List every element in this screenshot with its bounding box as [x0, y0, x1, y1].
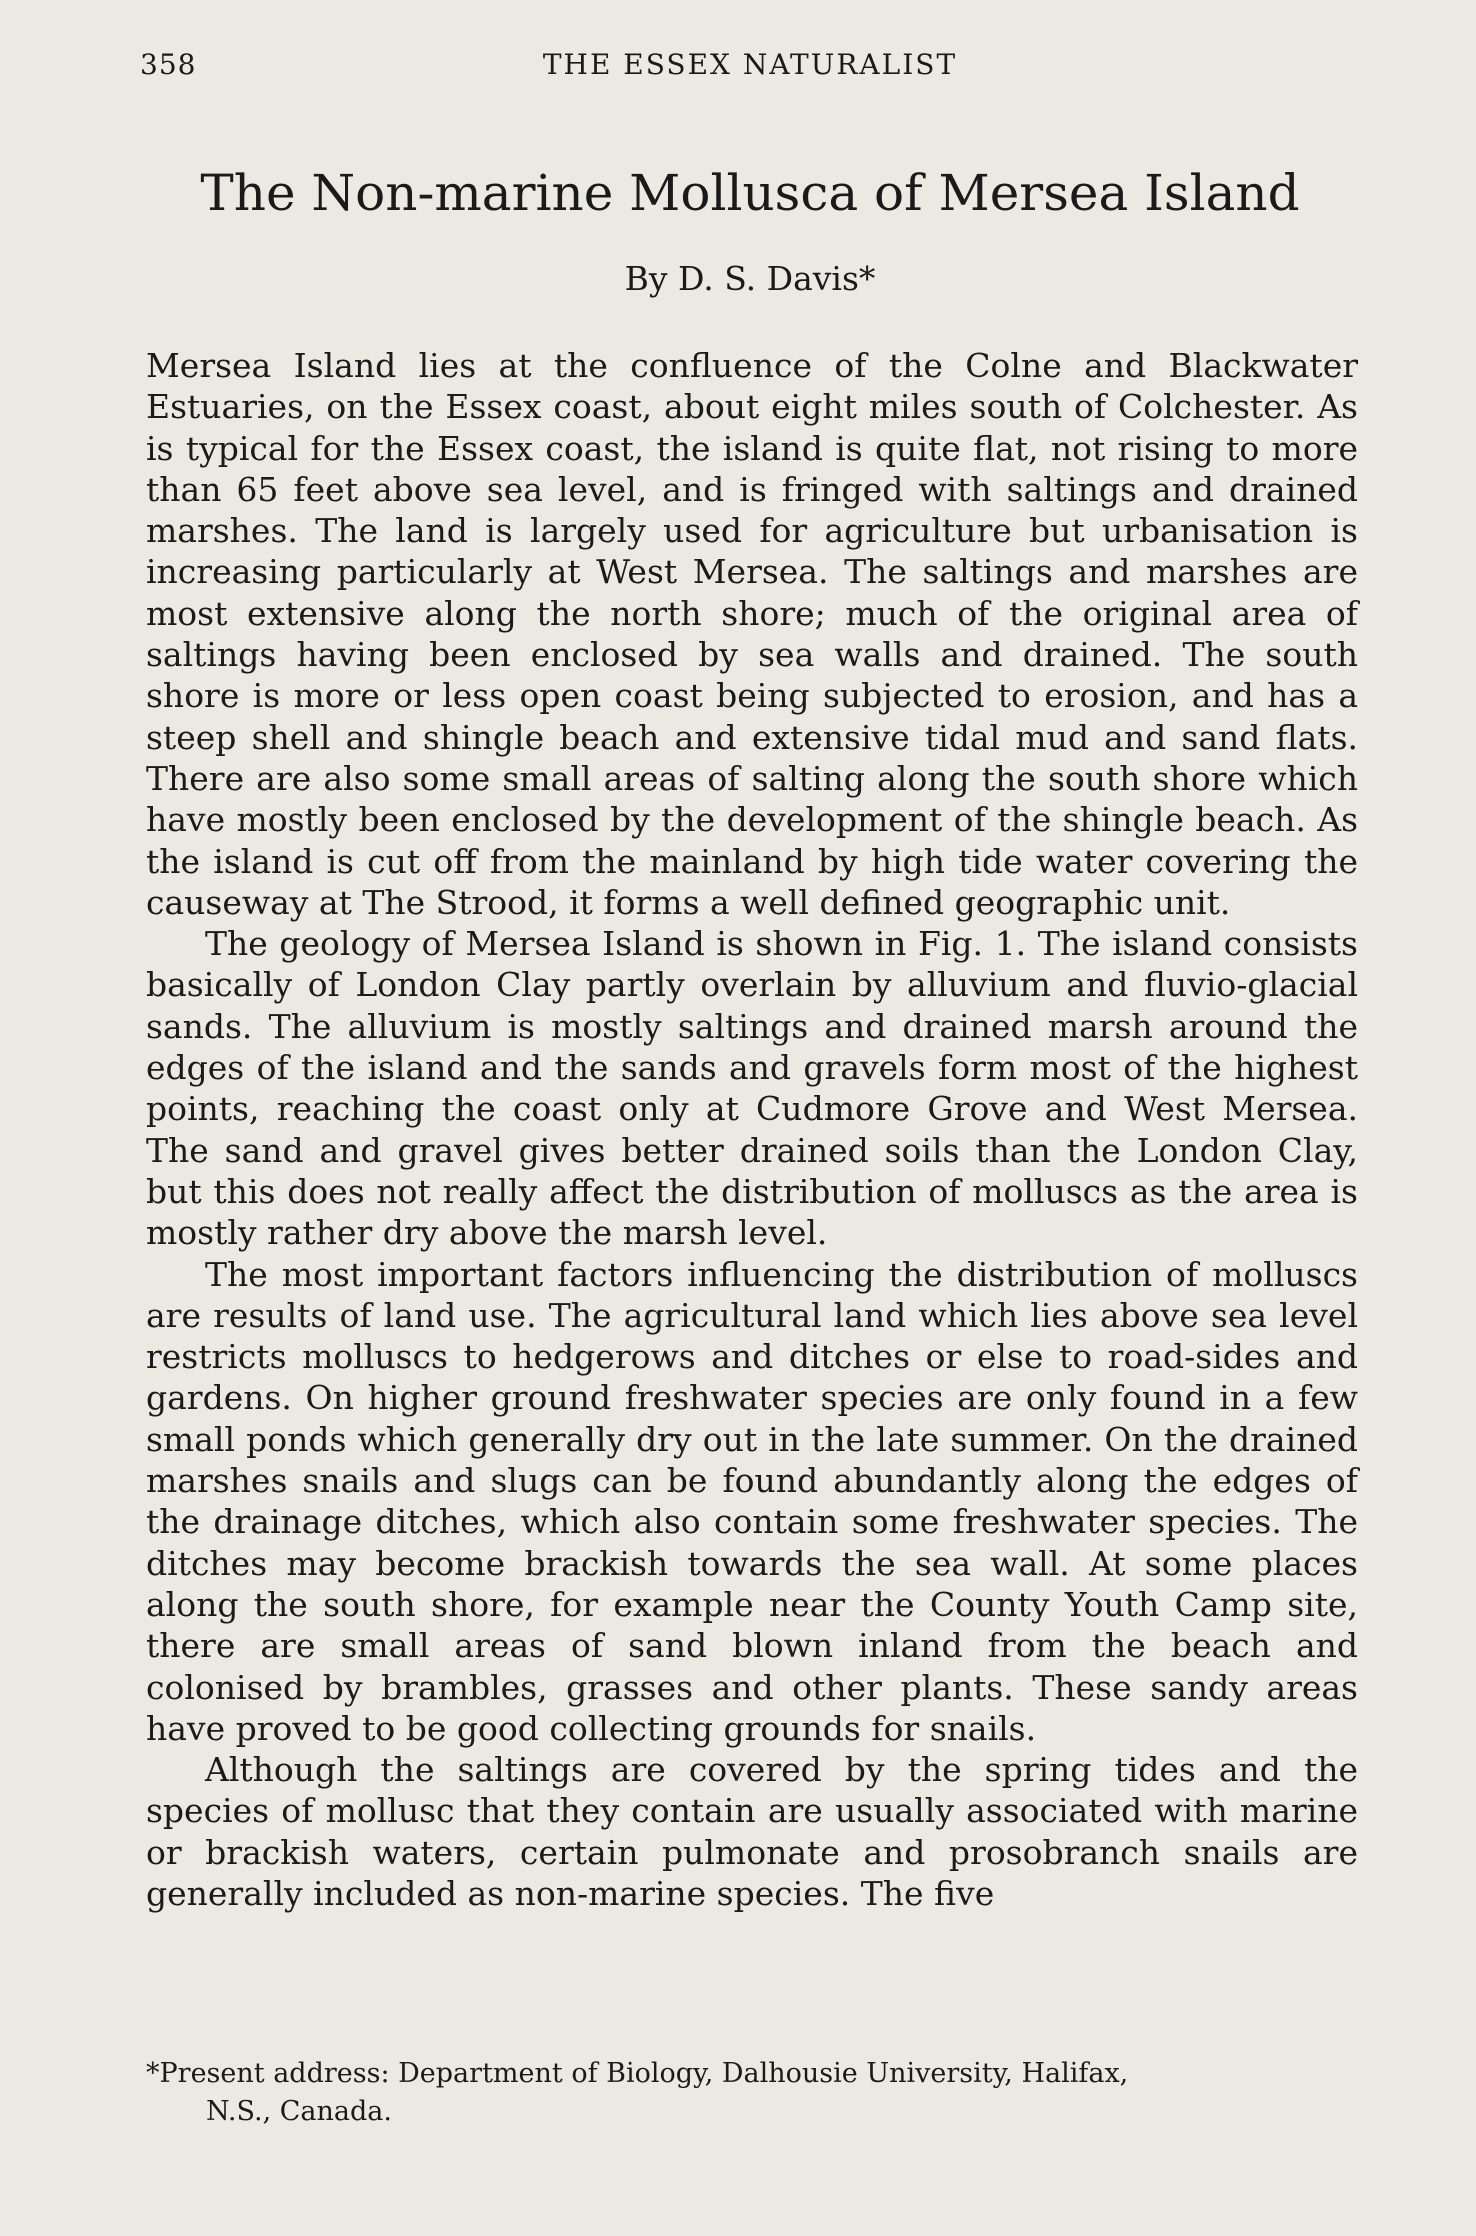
paragraph-introduction: Mersea Island lies at the confluence of the Colne and Blackwater Estuaries, on the Essex coast, about eight miles south of Colchester. As is typical for the Essex coast, the island is quite flat, not rising to more than 65 feet above sea level, and is fringed with saltings and drained marshes. The land is largely used for agriculture but urbanisation is increasing particularly at West Mersea. The saltings and marshes are most extensive along the north shore; much of the original area of saltings having been enclosed by sea walls and drained. The south shore is more or less open coast being subjected to erosion, and has a steep shell and shingle beach and extensive tidal mud and sand flats. There are also some small areas of salting along the south shore which have mostly been enclosed by the development of the shingle beach. As the island is cut off from the mainland by high tide water covering the causeway at The Strood, it forms a well defined geographic unit.	[146, 346, 1358, 922]
article-body	[146, 345, 1358, 1914]
footnote-line-1: *Present address: Department of Biology, Dalhousie University, Halifax,	[146, 2058, 1129, 2089]
author-byline: By D. S. Davis*	[624, 259, 876, 298]
journal-title: THE ESSEX NATURALIST	[542, 48, 958, 81]
footnote-line-2: N.S., Canada.	[206, 2096, 392, 2127]
paragraph-saltings: Although the saltings are covered by the spring tides and the species of mollusc that they contain are usually associated with marine or brackish waters, certain pulmonate and prosobranch snails are generally included as non-marine species. The five	[146, 1750, 1358, 1913]
paragraph-land-use: The most important factors influencing the distribution of molluscs are results of land use. The agricultural land which lies above sea level restricts molluscs to hedgerows and ditches or else to road-sides and gardens. On higher ground freshwater species are only found in a few small ponds which generally dry out in the late summer. On the drained marshes snails and slugs can be found abundantly along the edges of the drainage ditches, which also contain some freshwater species. The ditches may become brackish towards the sea wall. At some places along the south shore, for example near the County Youth Camp site, there are small areas of sand blown inland from the beach and colonised by brambles, grasses and other plants. These sandy areas have proved to be good collecting grounds for snails.	[146, 1254, 1358, 1748]
footnote	[146, 2055, 1358, 2131]
page-number: 358	[140, 48, 197, 81]
article-title: The Non-marine Mollusca of Mersea Island	[200, 164, 1300, 222]
paragraph-geology: The geology of Mersea Island is shown in Fig. 1. The island consists basically of London Clay partly overlain by alluvium and fluvio-glacial sands. The alluvium is mostly saltings and drained marsh around the edges of the island and the sands and gravels form most of the highest points, reaching the coast only at Cudmore Grove and West Mersea. The sand and gravel gives better drained soils than the London Clay, but this does not really affect the distribution of molluscs as the area is mostly rather dry above the marsh level.	[146, 924, 1358, 1253]
running-head	[140, 48, 1360, 88]
